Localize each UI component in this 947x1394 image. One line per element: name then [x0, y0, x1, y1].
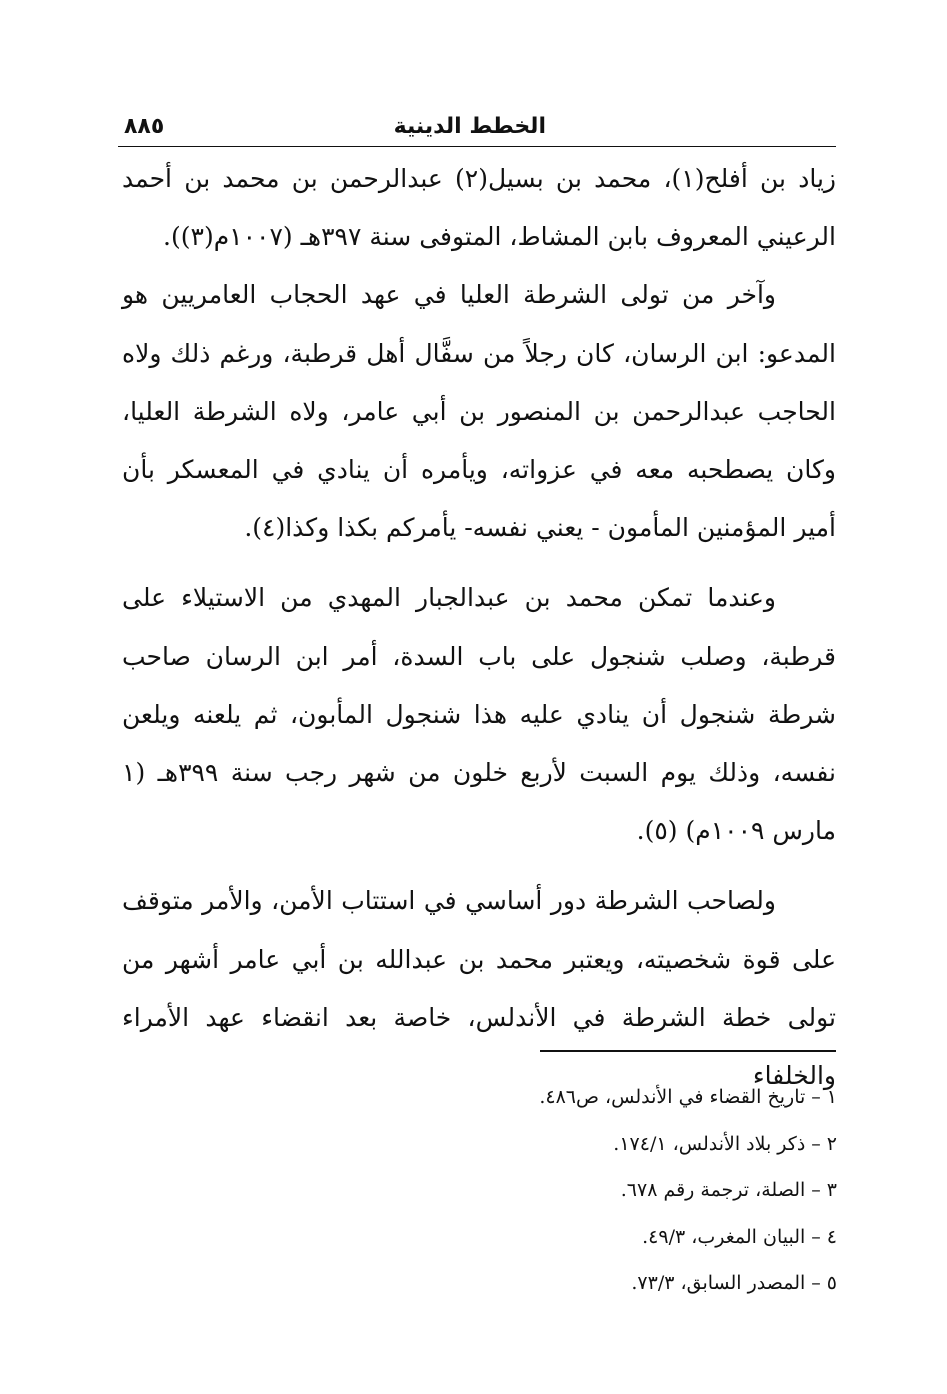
footnote-number: ٣ [826, 1179, 837, 1201]
footnote-dash: – [811, 1272, 821, 1294]
footnote-item [337, 1260, 837, 1307]
footnote-dash: – [811, 1225, 821, 1248]
footnote-number: ١ [826, 1086, 837, 1108]
footnote-item [337, 1121, 837, 1168]
page-title: الخطط الدينية [393, 114, 546, 139]
paragraph-4: ولصاحب الشرطة دور أساسي في استتاب الأمن، والأمر متوقف على قوة شخصيته، ويعتبر محمد بن عبدالله بن أبي عامر أشهر من تولى خطة الشرطة في الأندلس، خاصة بعد انقضاء عهد الأمراء والخلفاء [122, 886, 836, 1091]
footnote-item [337, 1167, 837, 1214]
footnote-dash: – [811, 1132, 821, 1155]
body-text [122, 150, 836, 1105]
footnote-number: ٤ [826, 1225, 837, 1248]
footnote-number: ٢ [826, 1132, 837, 1155]
footnote-dash: – [811, 1179, 821, 1201]
footnote-text: ذكر بلاد الأندلس، ١٧٤/١. [613, 1132, 806, 1155]
paragraph-2: وآخر من تولى الشرطة العليا في عهد الحجاب العامريين هو المدعو: ابن الرسان، كان رجلاً من سفَّال أهل قرطبة، ورغم ذلك ولاه الحاجب عبدالرحمن بن المنصور بن أبي عامر، ولاه الشرطة العليا، وكان يصطحبه معه في عزواته، ويأمره أن ينادي في المعسكر بأن أمير المؤمنين المأمون - يعني نفسه- يأمركم بكذا وكذا(٤). [122, 280, 836, 543]
footnote-text: الصلة، ترجمة رقم ٦٧٨. [620, 1179, 806, 1201]
footnote-text: المصدر السابق، ٧٣/٣. [631, 1272, 806, 1294]
page-header [118, 110, 836, 147]
footnote-item [337, 1214, 837, 1261]
footnotes-list [337, 1074, 837, 1307]
footnote-item [337, 1074, 837, 1121]
paragraph-1: زياد بن أفلح(١)، محمد بن بسيل(٢) عبدالرحمن بن محمد بن أحمد الرعيني المعروف بابن المشاط، المتوفى سنة ٣٩٧هـ (١٠٠٧م(٣)). [122, 164, 836, 252]
footnote-divider [540, 1050, 836, 1052]
paragraph-3: وعندما تمكن محمد بن عبدالجبار المهدي من الاستيلاء على قرطبة، وصلب شنجول على باب السدة، أمر ابن الرسان صاحب شرطة شنجول أن ينادي عليه هذا شنجول المأبون، ثم يلعنه ويلعن نفسه، وذلك يوم السبت لأربع خلون من شهر رجب سنة ٣٩٩هـ (١ مارس ١٠٠٩م) (٥). [122, 583, 836, 846]
footnote-dash: – [811, 1086, 821, 1108]
footnote-number: ٥ [826, 1272, 837, 1294]
page-number: ٨٨٥ [124, 114, 165, 139]
footnote-text: البيان المغرب، ٤٩/٣. [642, 1225, 806, 1248]
footnote-text: تاريخ القضاء في الأندلس، ص٤٨٦. [539, 1086, 806, 1108]
